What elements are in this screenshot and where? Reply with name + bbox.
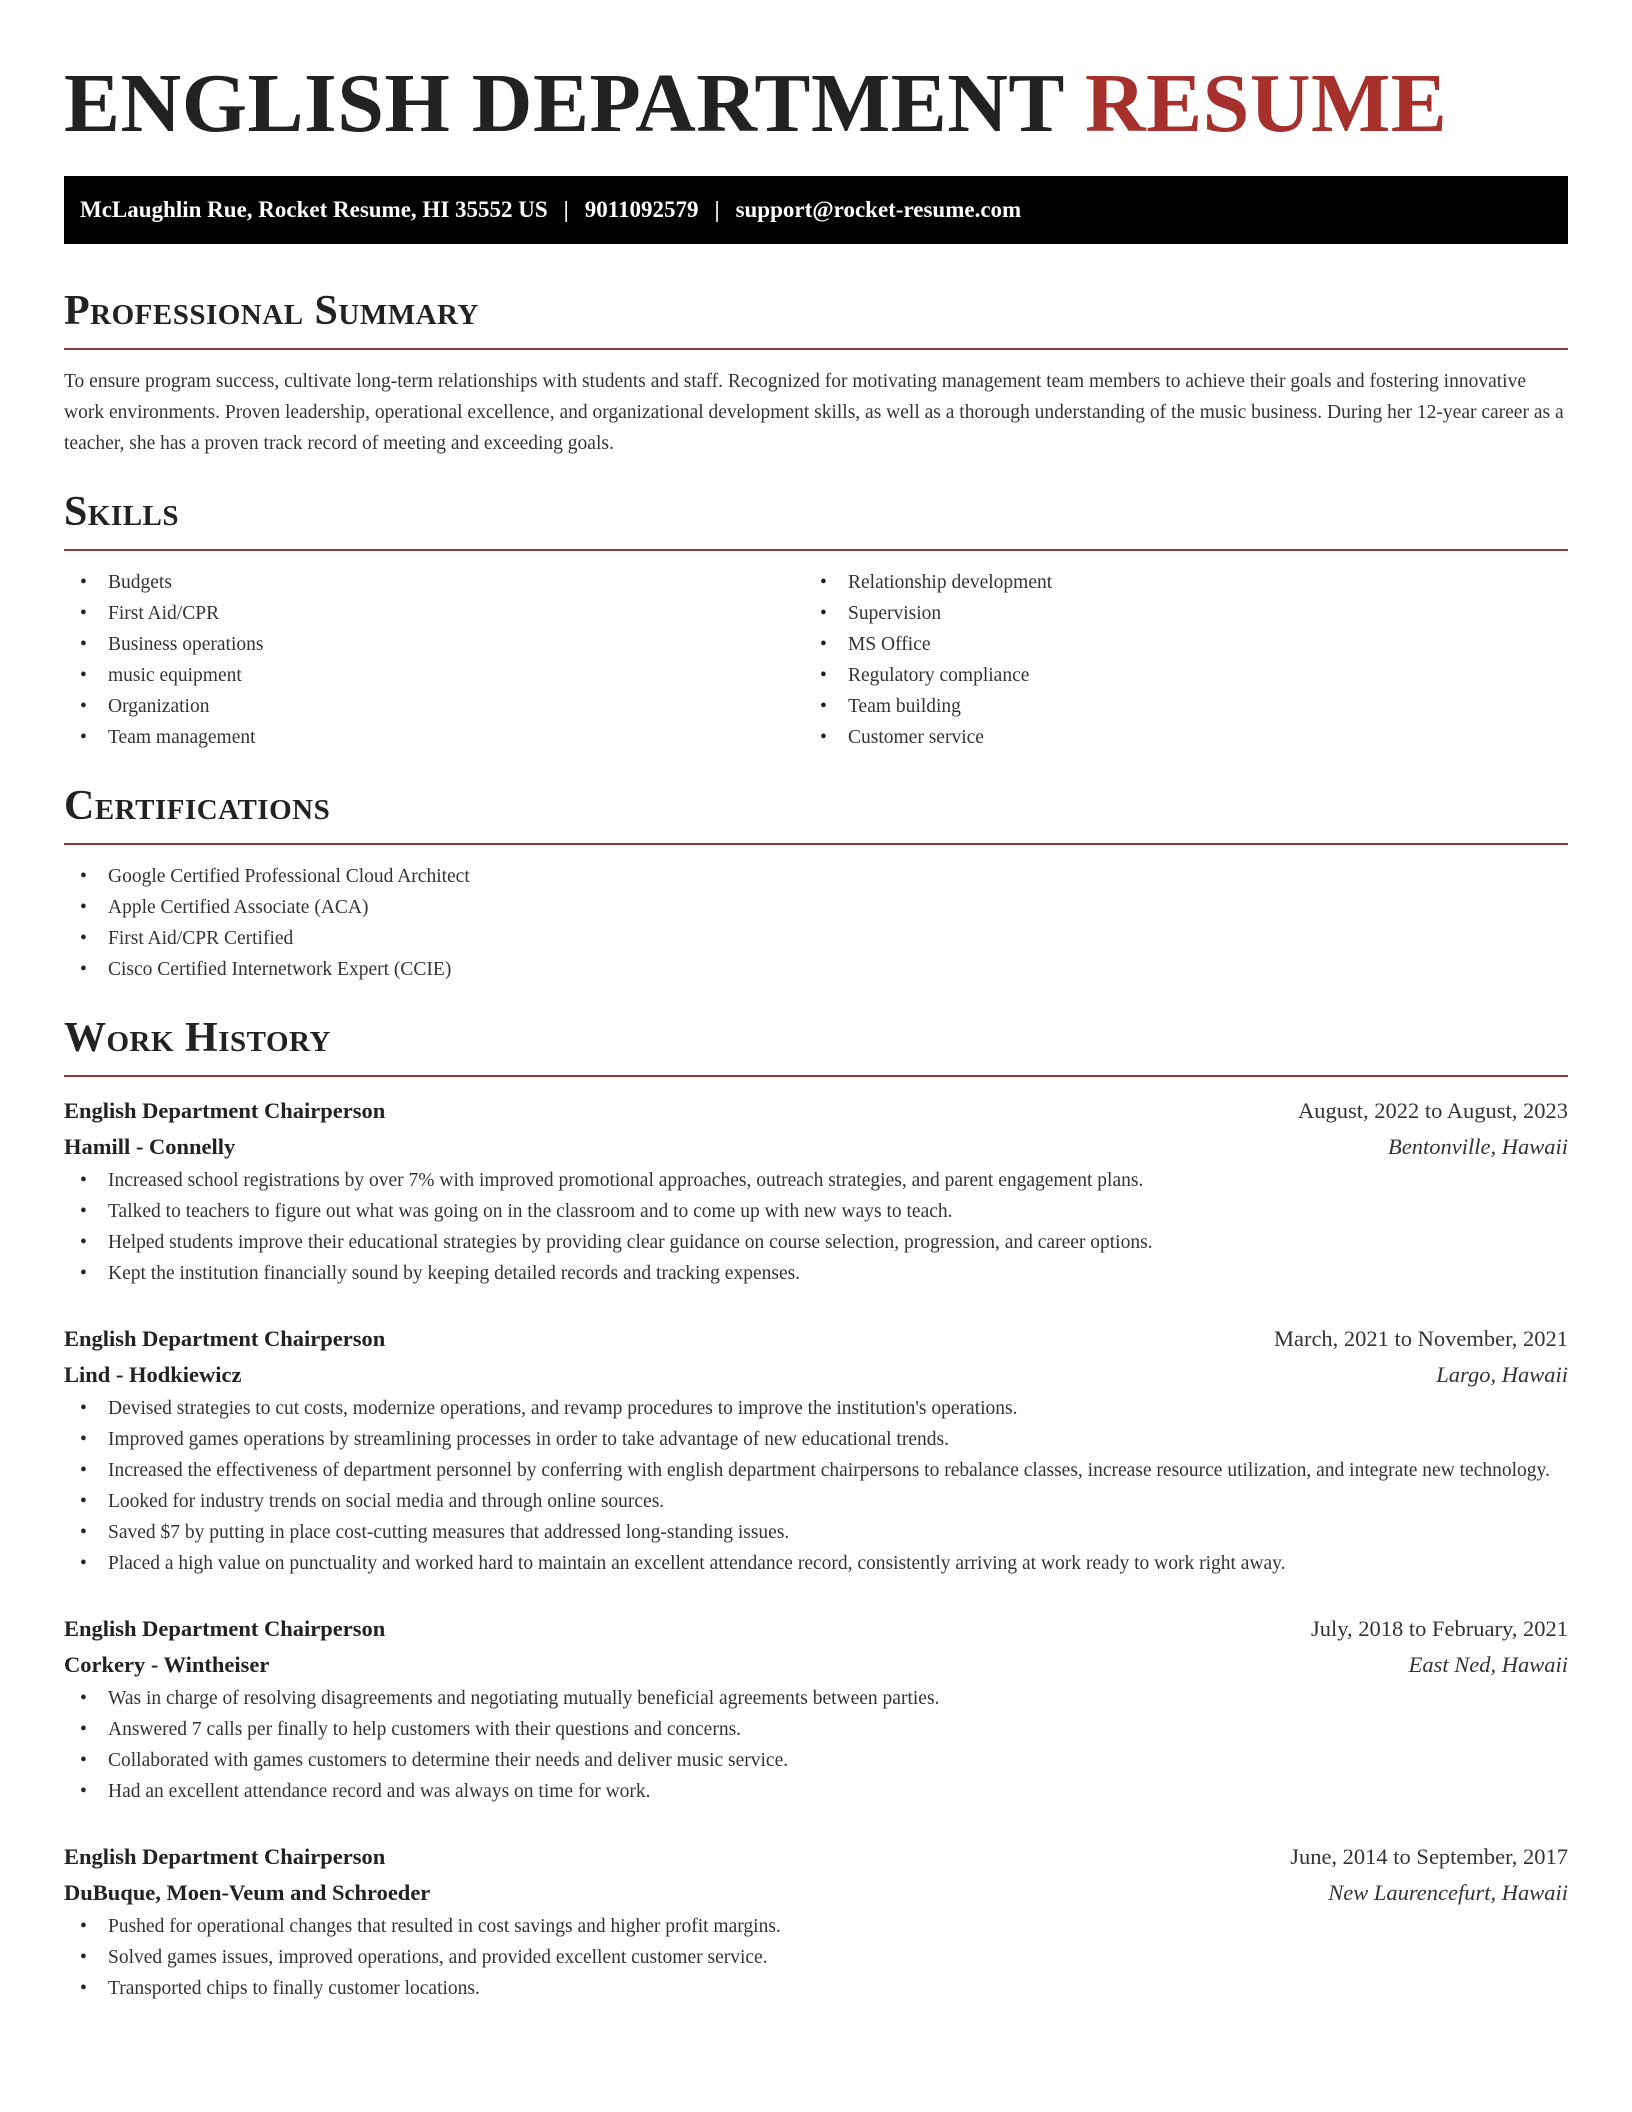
skill-item: • Supervision <box>804 598 1544 629</box>
job-entry <box>64 1321 1568 1579</box>
job-company: Lind - Hodkiewicz <box>64 1362 242 1387</box>
work-history-section <box>64 1013 1568 2004</box>
job-location: East Ned, Hawaii <box>1408 1652 1568 1677</box>
job-title: English Department Chairperson <box>64 1616 386 1641</box>
section-heading-skills: Skills <box>64 489 180 535</box>
job-company: DuBuque, Moen-Veum and Schroeder <box>64 1880 431 1905</box>
title-accent: RESUME <box>1084 57 1448 150</box>
job-bullet: • Looked for industry trends on social media and through online sources. <box>64 1486 1568 1517</box>
section-divider <box>64 348 1568 350</box>
job-bullet: • Devised strategies to cut costs, modernize operations, and revamp procedures to improve the institution's operations. <box>64 1393 1568 1424</box>
job-subheader <box>64 1875 1568 1911</box>
job-bullet: • Was in charge of resolving disagreements and negotiating mutually beneficial agreements between parties. <box>64 1683 1568 1714</box>
job-subheader <box>64 1647 1568 1683</box>
job-bullet: • Improved games operations by streamlining processes in order to take advantage of new educational trends. <box>64 1424 1568 1455</box>
section-heading-summary: Professional Summary <box>64 288 479 334</box>
job-header <box>64 1839 1568 1875</box>
job-header <box>64 1611 1568 1647</box>
job-bullet-list <box>64 1911 1568 2004</box>
skill-item: • music equipment <box>64 660 804 691</box>
skills-grid <box>64 567 1568 753</box>
skill-item: • Business operations <box>64 629 804 660</box>
skill-item: • Customer service <box>804 722 1544 753</box>
job-bullet: • Saved $7 by putting in place cost-cutting measures that addressed long-standing issues. <box>64 1517 1568 1548</box>
job-header <box>64 1321 1568 1357</box>
job-bullet: • Talked to teachers to figure out what was going on in the classroom and to come up with new ways to teach. <box>64 1196 1568 1227</box>
job-dates: August, 2022 to August, 2023 <box>1297 1098 1568 1123</box>
job-bullet: • Increased the effectiveness of department personnel by conferring with english department chairpersons to rebalance classes, increase resource utilization, and integrate new technology. <box>64 1455 1568 1486</box>
contact-email: support@rocket-resume.com <box>735 197 1022 222</box>
job-bullet: • Had an excellent attendance record and was always on time for work. <box>64 1776 1568 1807</box>
section-divider <box>64 549 1568 551</box>
section-divider <box>64 843 1568 845</box>
skill-item: • Regulatory compliance <box>804 660 1544 691</box>
job-bullet: • Answered 7 calls per finally to help customers with their questions and concerns. <box>64 1714 1568 1745</box>
job-bullet-list <box>64 1393 1568 1579</box>
section-heading-work-history: Work History <box>64 1015 331 1061</box>
job-subheader <box>64 1357 1568 1393</box>
job-title: English Department Chairperson <box>64 1326 386 1351</box>
contact-separator: | <box>714 197 720 222</box>
resume-title <box>64 56 1568 152</box>
certification-item: • Cisco Certified Internetwork Expert (CCIE) <box>64 954 1568 985</box>
job-company: Corkery - Wintheiser <box>64 1652 270 1677</box>
job-dates: June, 2014 to September, 2017 <box>1290 1844 1568 1869</box>
job-entry <box>64 1093 1568 1289</box>
skill-item: • Organization <box>64 691 804 722</box>
skills-section <box>64 487 1568 753</box>
job-bullet: • Transported chips to finally customer locations. <box>64 1973 1568 2004</box>
skill-item: • Budgets <box>64 567 804 598</box>
title-main: ENGLISH DEPARTMENT <box>64 57 1064 150</box>
skills-list-left <box>64 567 804 753</box>
job-bullet: • Collaborated with games customers to determine their needs and deliver music service. <box>64 1745 1568 1776</box>
skill-item: • MS Office <box>804 629 1544 660</box>
job-location: Bentonville, Hawaii <box>1388 1134 1568 1159</box>
job-bullet: • Helped students improve their educational strategies by providing clear guidance on course selection, progression, and career options. <box>64 1227 1568 1258</box>
certification-item: • Apple Certified Associate (ACA) <box>64 892 1568 923</box>
certifications-list <box>64 861 1568 985</box>
job-bullet: • Pushed for operational changes that resulted in cost savings and higher profit margins. <box>64 1911 1568 1942</box>
skills-list-right <box>804 567 1544 753</box>
section-divider <box>64 1075 1568 1077</box>
job-title: English Department Chairperson <box>64 1098 386 1123</box>
certification-item: • First Aid/CPR Certified <box>64 923 1568 954</box>
job-entry <box>64 1611 1568 1807</box>
contact-separator: | <box>563 197 569 222</box>
skill-item: • Team building <box>804 691 1544 722</box>
job-dates: March, 2021 to November, 2021 <box>1273 1326 1568 1351</box>
contact-bar <box>64 176 1568 244</box>
job-bullet: • Placed a high value on punctuality and worked hard to maintain an excellent attendance record, consistently arriving at work ready to work right away. <box>64 1548 1568 1579</box>
job-bullet-list <box>64 1683 1568 1807</box>
skill-item: • Relationship development <box>804 567 1544 598</box>
job-dates: July, 2018 to February, 2021 <box>1310 1616 1568 1641</box>
certifications-section <box>64 781 1568 985</box>
job-entry <box>64 1839 1568 2004</box>
job-location: Largo, Hawaii <box>1436 1362 1568 1387</box>
skill-item: • Team management <box>64 722 804 753</box>
job-location: New Laurencefurt, Hawaii <box>1328 1880 1568 1905</box>
contact-phone: 9011092579 <box>584 197 699 222</box>
job-bullet: • Increased school registrations by over 7% with improved promotional approaches, outreach strategies, and parent engagement plans. <box>64 1165 1568 1196</box>
job-bullet-list <box>64 1165 1568 1289</box>
certification-item: • Google Certified Professional Cloud Architect <box>64 861 1568 892</box>
job-company: Hamill - Connelly <box>64 1134 236 1159</box>
job-bullet: • Kept the institution financially sound by keeping detailed records and tracking expenses. <box>64 1258 1568 1289</box>
summary-text: To ensure program success, cultivate long-term relationships with students and staff. Recognized for motivating management team members to achieve their goals and fostering innovative work environments. Proven leadership, operational excellence, and organizational development skills, as well as a thorough understanding of the music business. During her 12-year career as a teacher, she has a proven track record of meeting and exceeding goals. <box>64 371 1564 454</box>
job-bullet: • Solved games issues, improved operations, and provided excellent customer service. <box>64 1942 1568 1973</box>
contact-address: McLaughlin Rue, Rocket Resume, HI 35552 US <box>80 197 548 222</box>
job-header <box>64 1093 1568 1129</box>
professional-summary-section <box>64 286 1568 459</box>
job-subheader <box>64 1129 1568 1165</box>
skill-item: • First Aid/CPR <box>64 598 804 629</box>
job-title: English Department Chairperson <box>64 1844 386 1869</box>
section-heading-certifications: Certifications <box>64 783 331 829</box>
